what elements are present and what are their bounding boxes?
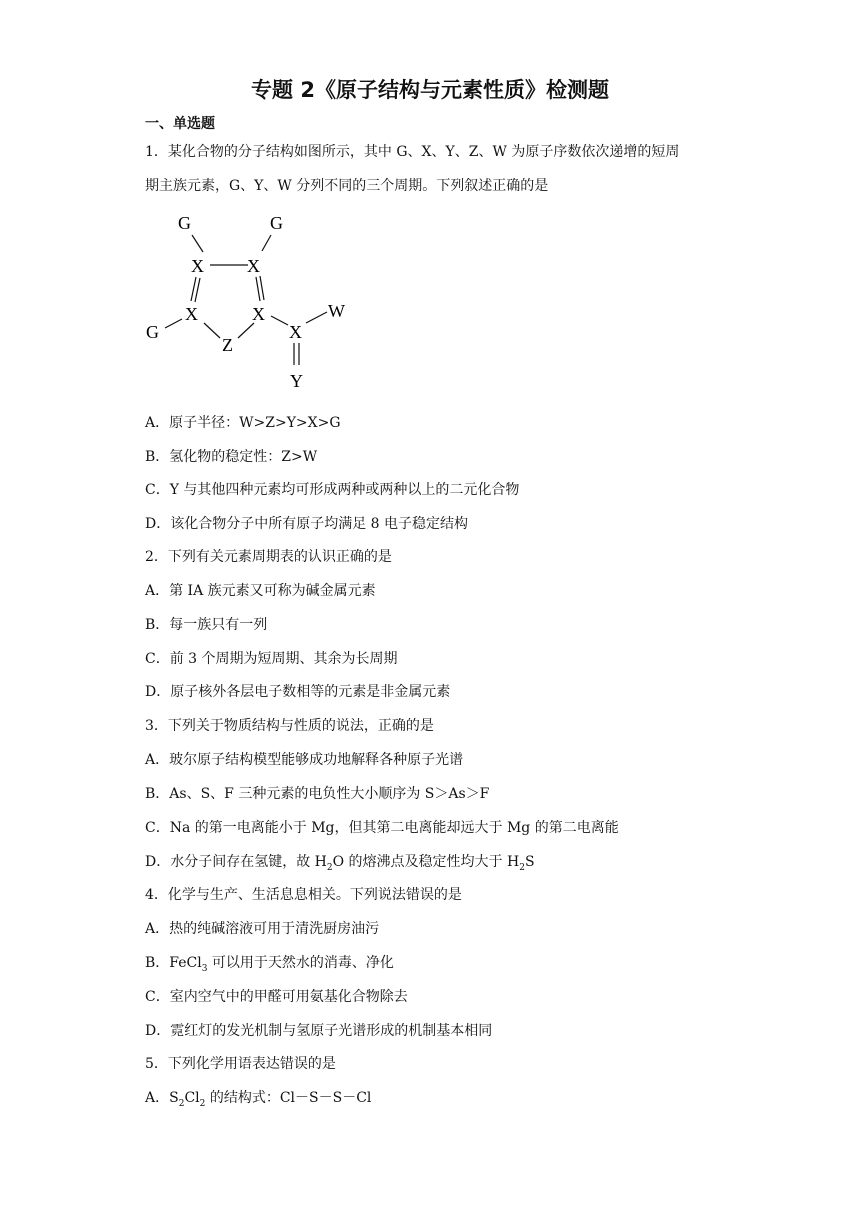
q5-stem: 5．下列化学用语表达错误的是 [145,1056,336,1072]
bond [262,235,271,251]
q2-option-c: C．前 3 个周期为短周期、其余为长周期 [145,651,398,667]
q4-option-d: D．霓红灯的发光机制与氢原子光谱形成的机制基本相同 [145,1023,493,1039]
q1-option-c: C．Y 与其他四种元素均可形成两种或两种以上的二元化合物 [145,482,520,498]
q5-option-a: A．$S_2Cl_2$ 的结构式：Cl－S－S－Cl [145,1090,372,1109]
atom-label: X [252,304,265,324]
q2-option-a: A．第 IA 族元素又可称为碱金属元素 [145,583,376,599]
atom-label: G [270,213,283,233]
molecule-structure-diagram [140,205,370,395]
q4-stem: 4．化学与生产、生活息息相关。下列说法错误的是 [145,887,462,903]
atom-label: X [289,322,302,342]
bond [271,316,288,325]
bond [165,319,182,328]
q1-option-b: B．氢化物的稳定性：Z>W [145,449,318,465]
q3-option-c: C．Na 的第一电离能小于 Mg，但其第二电离能却远大于 Mg 的第二电离能 [145,820,619,836]
q4-option-c: C．室内空气中的甲醛可用氨基化合物除去 [145,989,408,1005]
q3-option-d: D．水分子间存在氢键，故 $H_2O$ 的熔沸点及稳定性均大于 $H_2S$ [145,854,535,873]
atom-label: Z [222,335,233,355]
document-title: 专题 2《原子结构与元素性质》检测题 [251,78,609,102]
q1-option-d: D．该化合物分子中所有原子均满足 8 电子稳定结构 [145,516,469,532]
bond [306,312,327,323]
q2-option-b: B．每一族只有一列 [145,617,268,633]
q3-stem: 3．下列关于物质结构与性质的说法，正确的是 [145,718,434,734]
q2-option-d: D．原子核外各层电子数相等的元素是非金属元素 [145,684,451,700]
q1-option-a: A．原子半径：W>Z>Y>X>G [145,415,341,431]
q4-option-a: A．热的纯碱溶液可用于清洗厨房油污 [145,921,380,937]
atom-label: G [146,322,159,342]
bond [204,323,220,338]
section-heading: 一、单选题 [145,116,215,132]
q1-stem-line2: 期主族元素，G、Y、W 分列不同的三个周期。下列叙述正确的是 [145,178,549,194]
atom-label: Y [290,371,303,391]
double-bond [256,277,260,301]
atom-label: X [247,256,260,276]
double-bond [191,277,196,301]
atom-label: X [185,304,198,324]
atom-label: X [191,256,204,276]
q3-option-b: B．As、S、F 三种元素的电负性大小顺序为 S＞As＞F [145,786,490,802]
q4-option-b: B．FeCl$_3$ 可以用于天然水的消毒、净化 [145,955,394,974]
q3-option-a: A．玻尔原子结构模型能够成功地解释各种原子光谱 [145,752,464,768]
bond [192,235,203,252]
atom-label: W [328,301,345,321]
q2-stem: 2．下列有关元素周期表的认识正确的是 [145,549,392,565]
double-bond [195,278,200,302]
double-bond [260,276,264,300]
q1-stem-line1: 1．某化合物的分子结构如图所示，其中 G、X、Y、Z、W 为原子序数依次递增的短周 [145,144,680,160]
atom-label: G [178,213,191,233]
bond [238,323,254,338]
